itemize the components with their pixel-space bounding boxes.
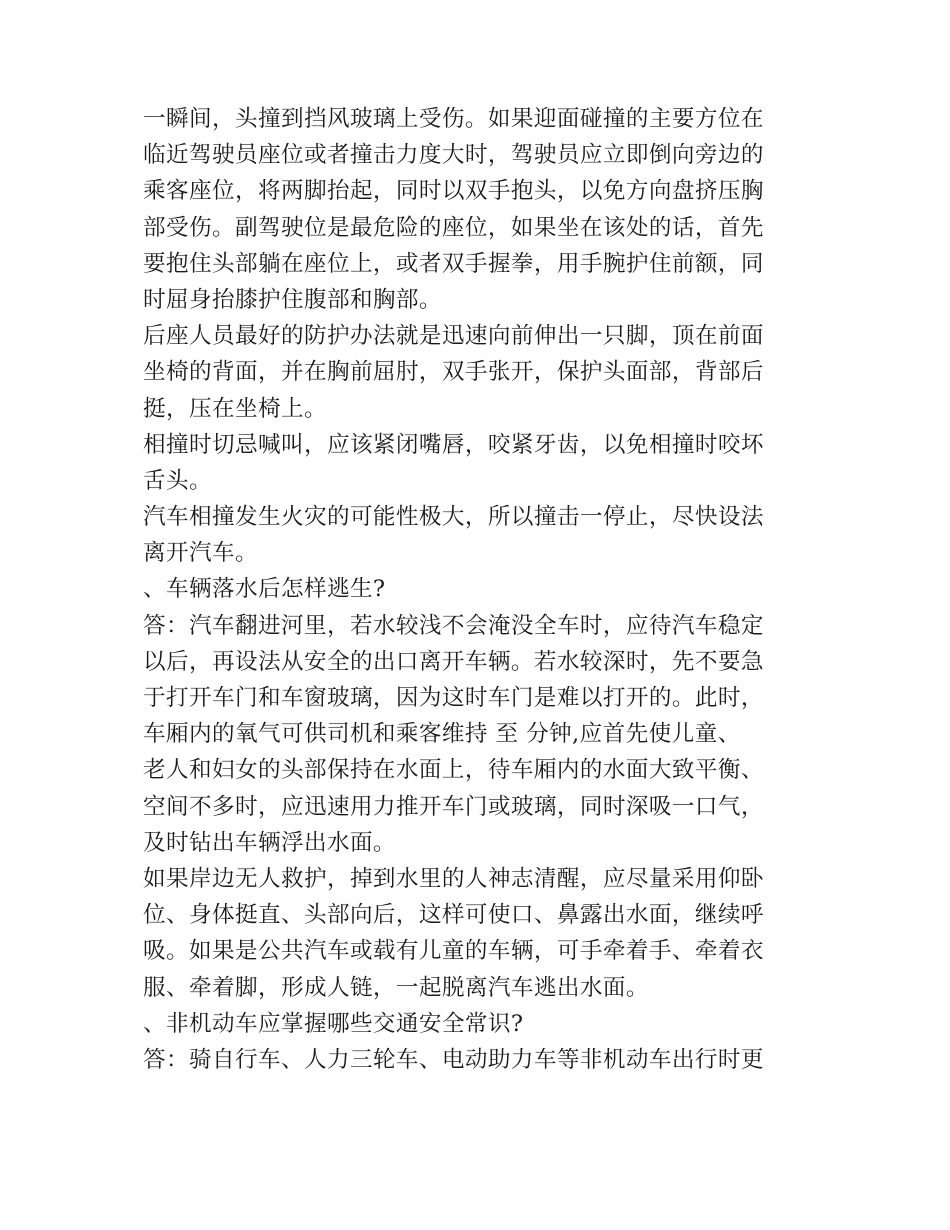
text-line: 临近驾驶员座位或者撞击力度大时，驾驶员应立即倒向旁边的 xyxy=(143,142,764,169)
text-line: 及时钻出车辆浮出水面。 xyxy=(143,829,396,856)
text-line: 如果岸边无人救护，掉到水里的人神志清醒，应尽量采用仰卧 xyxy=(143,865,764,892)
text-line: 汽车相撞发生火灾的可能性极大，所以撞击一停止，尽快设法 xyxy=(143,504,764,531)
body-text xyxy=(143,101,813,1078)
text-line: 答：骑自行车、人力三轮车、电动助力车等非机动车出行时更 xyxy=(143,1046,764,1073)
text-line: 舌头。 xyxy=(143,467,212,494)
text-line: 车厢内的氧气可供司机和乘客维持 至 分钟,应首先使儿童、 xyxy=(143,721,741,748)
text-line: 离开汽车。 xyxy=(143,540,258,567)
text-line: 位、身体挺直、头部向后，这样可使口、鼻露出水面，继续呼 xyxy=(143,902,764,929)
text-line: 要抱住头部躺在座位上，或者双手握拳，用手腕护住前额，同 xyxy=(143,250,764,277)
text-line: 一瞬间，头撞到挡风玻璃上受伤。如果迎面碰撞的主要方位在 xyxy=(143,106,764,132)
text-line: 以后，再设法从安全的出口离开车辆。若水较深时，先不要急 xyxy=(143,648,764,675)
text-line: 于打开车门和车窗玻璃，因为这时车门是难以打开的。此时， xyxy=(143,685,764,711)
text-line: 部受伤。副驾驶位是最危险的座位，如果坐在该处的话，首先 xyxy=(143,214,764,241)
text-line: 答：汽车翻进河里，若水较浅不会淹没全车时，应待汽车稳定 xyxy=(143,612,764,639)
section-heading: 、车辆落水后怎样逃生? xyxy=(143,576,386,603)
text-line: 乘客座位，将两脚抬起，同时以双手抱头，以免方向盘挤压胸 xyxy=(143,178,764,205)
text-line: 时屈身抬膝护住腹部和胸部。 xyxy=(143,286,442,313)
text-line: 吸。如果是公共汽车或载有儿童的车辆，可手牵着手、牵着衣 xyxy=(143,938,764,965)
text-line: 空间不多时，应迅速用力推开车门或玻璃，同时深吸一口气， xyxy=(143,793,764,820)
text-line: 老人和妇女的头部保持在水面上，待车厢内的水面大致平衡、 xyxy=(143,757,764,784)
text-line: 挺，压在坐椅上。 xyxy=(143,395,327,422)
section-heading: 、非机动车应掌握哪些交通安全常识? xyxy=(143,1010,524,1037)
text-line: 后座人员最好的防护办法就是迅速向前伸出一只脚，顶在前面 xyxy=(143,323,764,350)
text-line: 相撞时切忌喊叫，应该紧闭嘴唇，咬紧牙齿，以免相撞时咬坏 xyxy=(143,431,764,458)
text-line: 服、牵着脚，形成人链，一起脱离汽车逃出水面。 xyxy=(143,974,649,1001)
text-line: 坐椅的背面，并在胸前屈肘，双手张开，保护头面部，背部后 xyxy=(143,359,764,386)
